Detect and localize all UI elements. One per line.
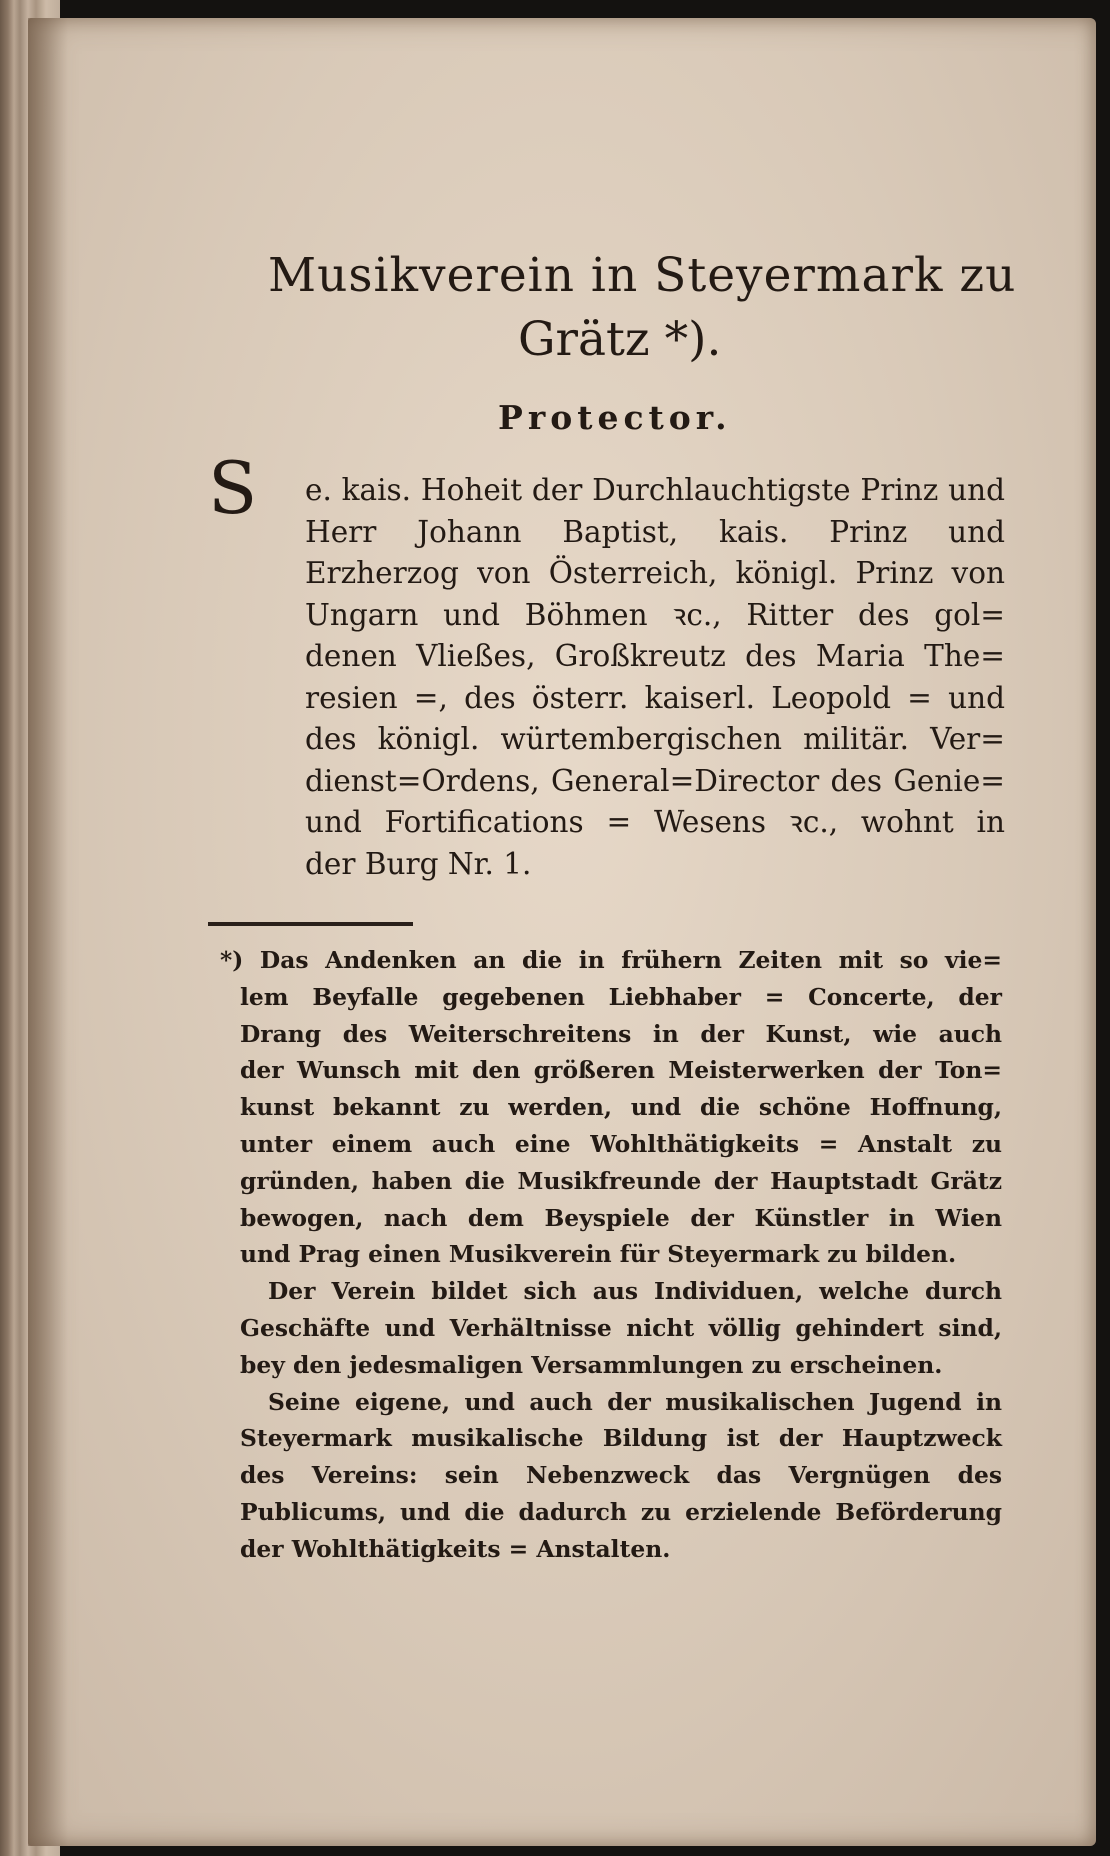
protector-line: des königl. würtembergischen militär. Ver= bbox=[305, 722, 1005, 756]
protector-line: der Burg Nr. 1. bbox=[305, 846, 532, 881]
footnote-line: Geschäfte und Verhältnisse nicht völlig gehindert sind, bbox=[240, 1313, 1002, 1342]
footnote-line: Publicums, und die dadurch zu erzielende Beförderung bbox=[240, 1497, 1002, 1526]
footnote-line: bey den jedesmaligen Versammlungen zu erscheinen. bbox=[240, 1350, 943, 1379]
footnote-line: bewogen, nach dem Beyspiele der Künstler in Wien bbox=[240, 1203, 1002, 1232]
footnote-line: der Wunsch mit den größeren Meisterwerken der Ton= bbox=[240, 1056, 1002, 1085]
protector-line: Erzherzog von Österreich, königl. Prinz von bbox=[305, 556, 1005, 590]
footnote-line: der Wohlthätigkeits = Anstalten. bbox=[240, 1534, 671, 1563]
protector-line: denen Vließes, Großkreutz des Maria The= bbox=[305, 639, 1005, 673]
footnote-line-first bbox=[220, 942, 1002, 979]
footnote-line: des Vereins: sein Nebenzweck das Vergnügen des bbox=[240, 1461, 1002, 1490]
footnote-marker: *) bbox=[220, 946, 244, 974]
footnote-line: lem Beyfalle gegebenen Liebhaber = Concerte, der bbox=[240, 982, 1002, 1011]
footnote-line: und Prag einen Musikverein für Steyermark zu bilden. bbox=[240, 1240, 957, 1269]
page-title-line-1: Musikverein in Steyermark zu bbox=[268, 248, 1017, 303]
footnote-rule bbox=[208, 922, 413, 926]
section-heading-protector: Protector. bbox=[498, 398, 732, 437]
footnote-line: unter einem auch eine Wohlthätigkeits = Anstalt zu bbox=[240, 1129, 1002, 1158]
footnote-line: gründen, haben die Musikfreunde der Hauptstadt Grätz bbox=[240, 1166, 1002, 1195]
footnote-line: Steyermark musikalische Bildung ist der Hauptzweck bbox=[240, 1424, 1002, 1453]
protector-line: Ungarn und Böhmen ꝛc., Ritter des gol= bbox=[305, 597, 1005, 632]
gutter-shadow bbox=[28, 18, 68, 1846]
drop-cap: S bbox=[208, 446, 258, 530]
protector-line: Herr Johann Baptist, kais. Prinz und bbox=[305, 514, 1005, 549]
footnote-line: Der Verein bildet sich aus Individuen, welche durch bbox=[268, 1277, 1002, 1306]
protector-line: e. kais. Hoheit der Durchlauchtigste Prinz und bbox=[305, 473, 1005, 507]
protector-line: resien =, des österr. kaiserl. Leopold = und bbox=[305, 680, 1005, 715]
page-title-line-2: Grätz *). bbox=[518, 312, 722, 367]
protector-line: dienst=Ordens, General=Director des Genie= bbox=[305, 763, 1005, 798]
footnote-line: Das Andenken an die in frühern Zeiten mit so vie= bbox=[259, 946, 1002, 974]
footnote-line: Drang des Weiterschreitens in der Kunst, wie auch bbox=[240, 1019, 1002, 1048]
footnote-line: Seine eigene, und auch der musikalischen Jugend in bbox=[268, 1387, 1002, 1416]
footnote-line: kunst bekannt zu werden, und die schöne Hoffnung, bbox=[240, 1093, 1002, 1122]
protector-entry bbox=[305, 470, 1005, 885]
protector-line: und Fortifications = Wesens ꝛc., wohnt in bbox=[305, 805, 1005, 839]
footnote bbox=[220, 942, 1002, 1568]
